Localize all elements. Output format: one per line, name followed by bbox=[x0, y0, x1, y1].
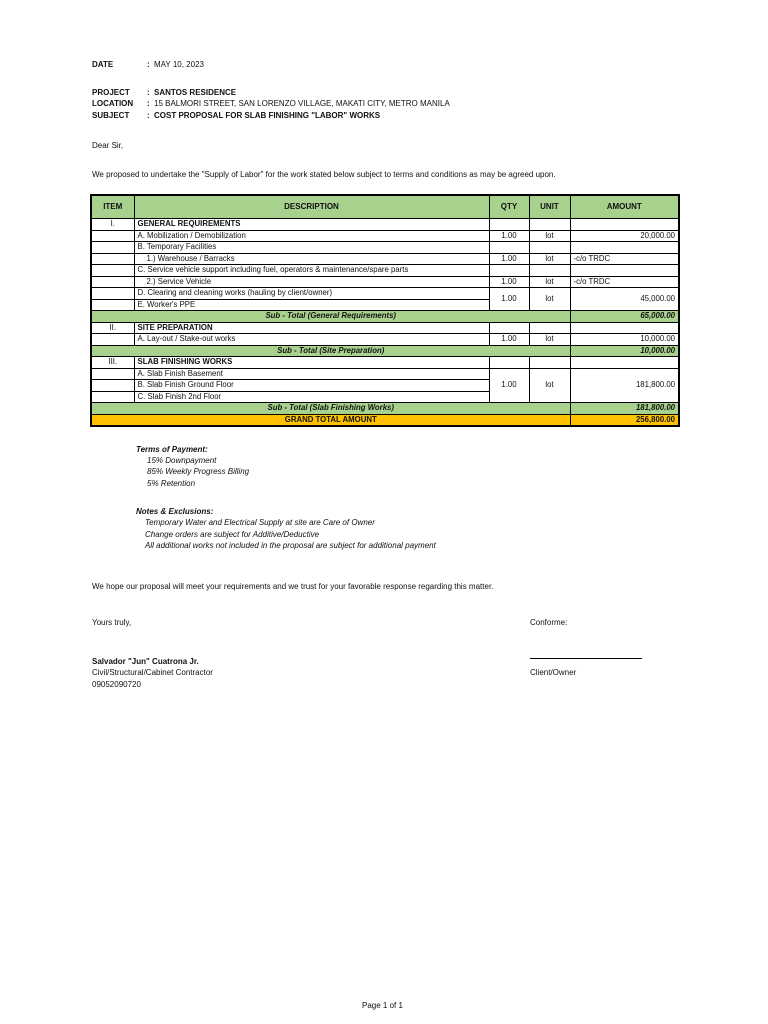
table-header-row bbox=[91, 195, 679, 219]
row-unit: lot bbox=[529, 288, 570, 311]
empty-cell bbox=[570, 357, 679, 369]
row-qty: 1.00 bbox=[489, 230, 529, 242]
row-qty: 1.00 bbox=[489, 288, 529, 311]
row-description: E. Worker's PPE bbox=[134, 299, 489, 311]
empty-cell bbox=[91, 288, 134, 300]
empty-cell bbox=[91, 368, 134, 380]
row-amount: 45,000.00 bbox=[570, 288, 679, 311]
signer-title: Civil/Structural/Cabinet Contractor bbox=[92, 668, 213, 677]
table-row bbox=[91, 357, 679, 369]
table-row bbox=[91, 230, 679, 242]
row-unit: lot bbox=[529, 253, 570, 265]
row-amount: 20,000.00 bbox=[570, 230, 679, 242]
item-number: III. bbox=[91, 357, 134, 369]
empty-cell bbox=[489, 242, 529, 254]
intro-paragraph: We proposed to undertake the "Supply of Labor" for the work stated below subject to terms and conditions as may be agreed upon. bbox=[92, 170, 556, 179]
row-description: 1.) Warehouse / Barracks bbox=[134, 253, 489, 265]
empty-cell bbox=[489, 265, 529, 277]
table-row bbox=[91, 253, 679, 265]
signer-phone: 09052090720 bbox=[92, 680, 141, 689]
row-description: A. Lay-out / Stake-out works bbox=[134, 334, 489, 346]
section-title: SITE PREPARATION bbox=[134, 322, 489, 334]
empty-cell bbox=[91, 242, 134, 254]
colon: : bbox=[147, 60, 150, 69]
subtotal-amount: 10,000.00 bbox=[570, 345, 679, 357]
row-description: C. Service vehicle support including fuel, operators & maintenance/spare parts bbox=[134, 265, 489, 277]
yours-truly: Yours truly, bbox=[92, 618, 132, 627]
row-unit: lot bbox=[529, 368, 570, 403]
row-description: A. Mobilization / Demobilization bbox=[134, 230, 489, 242]
table-row bbox=[91, 242, 679, 254]
subject-value: COST PROPOSAL FOR SLAB FINISHING "LABOR" WORKS bbox=[154, 111, 381, 120]
row-unit: lot bbox=[529, 230, 570, 242]
notes-title: Notes & Exclusions: bbox=[136, 507, 214, 516]
subtotal-row bbox=[91, 345, 679, 357]
row-description: B. Temporary Facilities bbox=[134, 242, 489, 254]
subtotal-row bbox=[91, 311, 679, 323]
item-number: II. bbox=[91, 322, 134, 334]
page-number: Page 1 of 1 bbox=[362, 1001, 403, 1010]
date-value: MAY 10, 2023 bbox=[154, 60, 204, 69]
empty-cell bbox=[91, 391, 134, 403]
row-description: B. Slab Finish Ground Floor bbox=[134, 380, 489, 392]
terms-item: 15% Downpayment bbox=[147, 456, 217, 465]
header-unit: UNIT bbox=[529, 195, 570, 219]
table-row bbox=[91, 368, 679, 380]
empty-cell bbox=[91, 276, 134, 288]
signer-name: Salvador "Jun" Cuatrona Jr. bbox=[92, 657, 199, 666]
location-label: LOCATION bbox=[92, 99, 134, 108]
empty-cell bbox=[91, 299, 134, 311]
notes-item: Change orders are subject for Additive/Deductive bbox=[145, 530, 320, 539]
header-item: ITEM bbox=[91, 195, 134, 219]
row-amount: 181,800.00 bbox=[570, 368, 679, 403]
row-qty: 1.00 bbox=[489, 276, 529, 288]
row-description: 2.) Service Vehicle bbox=[134, 276, 489, 288]
closing-paragraph: We hope our proposal will meet your requirements and we trust for your favorable response regarding this matter. bbox=[92, 582, 494, 591]
empty-cell bbox=[489, 219, 529, 231]
subtotal-label: Sub - Total (Site Preparation) bbox=[91, 345, 570, 357]
table-row bbox=[91, 334, 679, 346]
row-unit: lot bbox=[529, 334, 570, 346]
row-description: D. Clearing and cleaning works (hauling by client/owner) bbox=[134, 288, 489, 300]
terms-item: 85% Weekly Progress Billing bbox=[147, 467, 250, 476]
table-row bbox=[91, 219, 679, 231]
signature-line bbox=[530, 657, 642, 659]
item-number: I. bbox=[91, 219, 134, 231]
subtotal-amount: 65,000.00 bbox=[570, 311, 679, 323]
date-label: DATE bbox=[92, 60, 114, 69]
empty-cell bbox=[529, 322, 570, 334]
salutation: Dear Sir, bbox=[92, 141, 124, 150]
location-value: 15 BALMORI STREET, SAN LORENZO VILLAGE, MAKATI CITY, METRO MANILA bbox=[154, 99, 450, 108]
terms-title: Terms of Payment: bbox=[136, 445, 208, 454]
empty-cell bbox=[91, 265, 134, 277]
table-row bbox=[91, 288, 679, 300]
empty-cell bbox=[529, 242, 570, 254]
empty-cell bbox=[489, 357, 529, 369]
empty-cell bbox=[91, 380, 134, 392]
colon: : bbox=[147, 111, 150, 120]
empty-cell bbox=[570, 242, 679, 254]
row-amount: -c/o TRDC bbox=[570, 276, 679, 288]
colon: : bbox=[147, 99, 150, 108]
row-description: C. Slab Finish 2nd Floor bbox=[134, 391, 489, 403]
row-amount: 10,000.00 bbox=[570, 334, 679, 346]
row-amount: -c/o TRDC bbox=[570, 253, 679, 265]
terms-item: 5% Retention bbox=[147, 479, 196, 488]
proposal-table bbox=[90, 194, 680, 427]
project-label: PROJECT bbox=[92, 88, 130, 97]
empty-cell bbox=[91, 334, 134, 346]
colon: : bbox=[147, 88, 150, 97]
empty-cell bbox=[529, 219, 570, 231]
empty-cell bbox=[570, 265, 679, 277]
empty-cell bbox=[489, 322, 529, 334]
grand-total-amount: 256,800.00 bbox=[570, 414, 679, 426]
subject-label: SUBJECT bbox=[92, 111, 130, 120]
table-row bbox=[91, 322, 679, 334]
empty-cell bbox=[91, 253, 134, 265]
notes-item: All additional works not included in the proposal are subject for additional payment bbox=[145, 541, 436, 550]
subtotal-row bbox=[91, 403, 679, 415]
subtotal-amount: 181,800.00 bbox=[570, 403, 679, 415]
conforme-label: Conforme: bbox=[530, 618, 568, 627]
row-qty: 1.00 bbox=[489, 334, 529, 346]
section-title: GENERAL REQUIREMENTS bbox=[134, 219, 489, 231]
header-description: DESCRIPTION bbox=[134, 195, 489, 219]
section-title: SLAB FINISHING WORKS bbox=[134, 357, 489, 369]
header-amount: AMOUNT bbox=[570, 195, 679, 219]
row-qty: 1.00 bbox=[489, 368, 529, 403]
table-row bbox=[91, 276, 679, 288]
client-owner-label: Client/Owner bbox=[530, 668, 577, 677]
row-qty: 1.00 bbox=[489, 253, 529, 265]
table-row bbox=[91, 265, 679, 277]
project-value: SANTOS RESIDENCE bbox=[154, 88, 237, 97]
header-qty: QTY bbox=[489, 195, 529, 219]
empty-cell bbox=[529, 357, 570, 369]
empty-cell bbox=[529, 265, 570, 277]
grand-total-row bbox=[91, 414, 679, 426]
empty-cell bbox=[91, 230, 134, 242]
notes-item: Temporary Water and Electrical Supply at site are Care of Owner bbox=[145, 518, 375, 527]
empty-cell bbox=[570, 322, 679, 334]
row-unit: lot bbox=[529, 276, 570, 288]
row-description: A. Slab Finish Basement bbox=[134, 368, 489, 380]
subtotal-label: Sub - Total (Slab Finishing Works) bbox=[91, 403, 570, 415]
empty-cell bbox=[570, 219, 679, 231]
subtotal-label: Sub - Total (General Requirements) bbox=[91, 311, 570, 323]
grand-total-label: GRAND TOTAL AMOUNT bbox=[91, 414, 570, 426]
